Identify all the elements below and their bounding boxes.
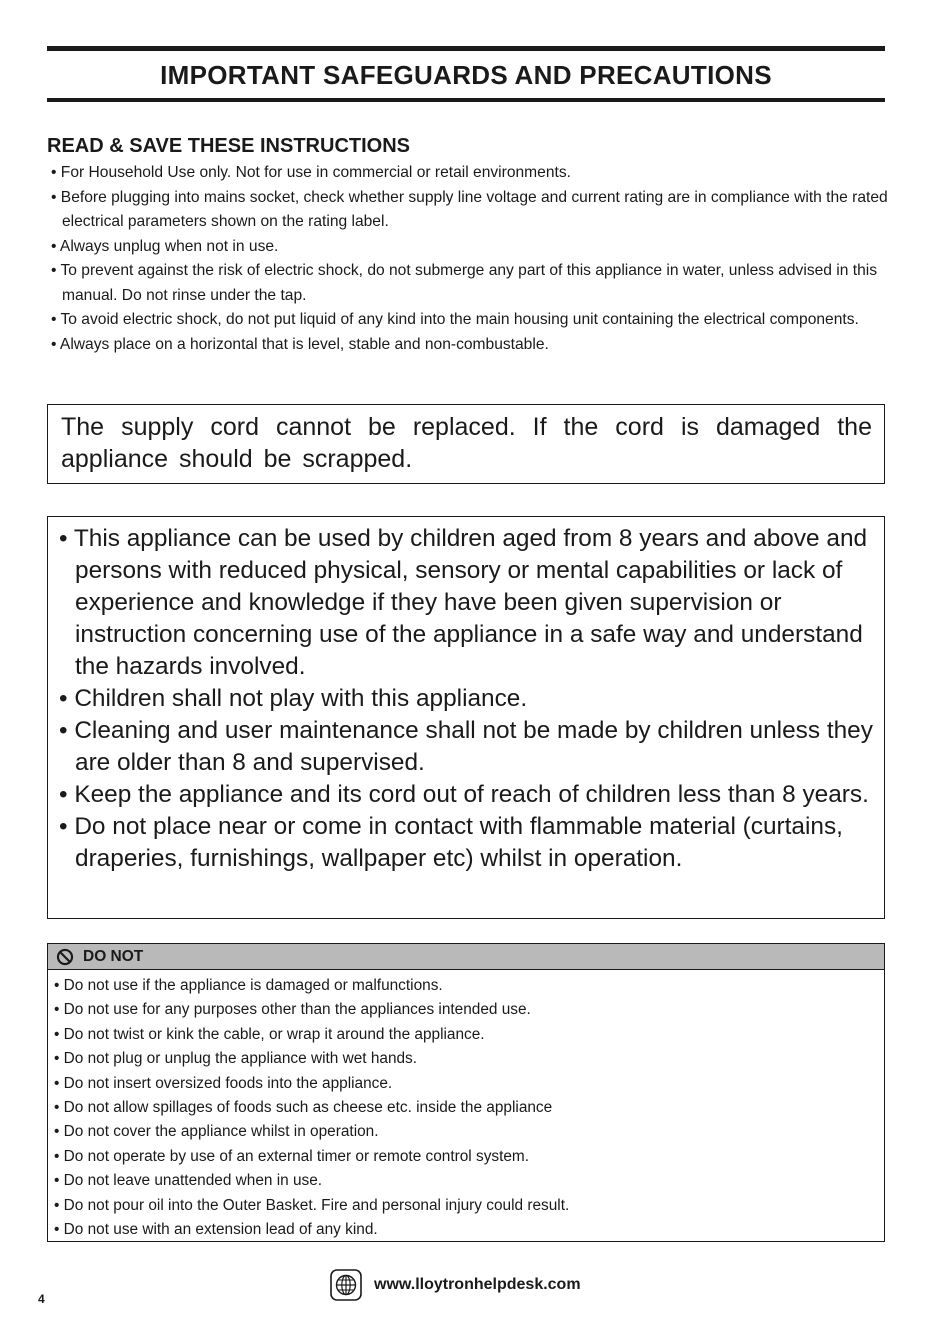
list-item: • Do not place near or come in contact with flammable material (curtains, draperies, furnishings, wallpaper etc) whilst in operation. — [59, 813, 843, 872]
list-item: • Keep the appliance and its cord out of reach of children less than 8 years. — [59, 781, 869, 808]
list-item: • Do not insert oversized foods into the appliance. — [54, 1074, 393, 1092]
helpdesk-url[interactable]: www.lloytronhelpdesk.com — [374, 1276, 581, 1293]
list-item: • Do not operate by use of an external timer or remote control system. — [54, 1147, 530, 1165]
list-item: • To avoid electric shock, do not put liquid of any kind into the main housing unit containing the electrical components. — [51, 311, 859, 328]
title-rule — [47, 98, 885, 102]
globe-icon — [330, 1269, 362, 1301]
list-item: • Do not use if the appliance is damaged or malfunctions. — [54, 977, 443, 994]
list-item: • To prevent against the risk of electric shock, do not submerge any part of this appliance in water, unless advised in this manual. Do not rinse under the tap. — [51, 262, 878, 304]
prohibition-icon — [56, 948, 74, 966]
list-item: • Do not plug or unplug the appliance with wet hands. — [54, 1050, 418, 1068]
list-item: • Children shall not play with this appliance. — [59, 685, 528, 712]
list-item: • Do not twist or kink the cable, or wrap it around the appliance. — [54, 1025, 485, 1043]
read-instructions-list — [47, 161, 892, 357]
top-rule — [47, 46, 885, 51]
list-item: • Cleaning and user maintenance shall not be made by children unless they are older than 8 and supervised. — [59, 717, 873, 776]
list-item: • Always unplug when not in use. — [51, 237, 279, 255]
list-item: • Do not use for any purposes other than the appliances intended use. — [54, 1001, 531, 1019]
list-item: • Do not pour oil into the Outer Basket. Fire and personal injury could result. — [54, 1196, 570, 1214]
do-not-box — [47, 943, 885, 1242]
read-save-heading: READ & SAVE THESE INSTRUCTIONS — [47, 135, 410, 157]
do-not-list — [54, 974, 884, 1242]
children-warning-list — [58, 523, 878, 875]
list-item: • Before plugging into mains socket, check whether supply line voltage and current rating are in compliance with the rated electrical parameters shown on the rating label. — [51, 188, 888, 230]
do-not-heading: DO NOT — [83, 947, 144, 965]
list-item: • Always place on a horizontal that is level, stable and non-combustable. — [51, 335, 549, 353]
page-number: 4 — [38, 1292, 45, 1306]
list-item: • Do not use with an extension lead of any kind. — [54, 1221, 378, 1239]
supply-cord-notice: The supply cord cannot be replaced. If the cord is damaged the appliance should be scrapped. — [61, 413, 872, 473]
footer — [330, 1269, 581, 1301]
page-title: IMPORTANT SAFEGUARDS AND PRECAUTIONS — [160, 60, 772, 90]
list-item: • This appliance can be used by children aged from 8 years and above and persons with reduced physical, sensory or mental capabilities or lack of experience and knowledge if they have been given supervision or instruction concerning use of the appliance in a safe way and understand the hazards involved. — [59, 525, 868, 680]
list-item: • Do not leave unattended when in use. — [54, 1172, 323, 1190]
children-warning-box — [47, 516, 885, 919]
do-not-header — [48, 944, 884, 970]
list-item: • For Household Use only. Not for use in commercial or retail environments. — [51, 164, 571, 181]
list-item: • Do not cover the appliance whilst in operation. — [54, 1123, 379, 1141]
supply-cord-notice-box — [47, 404, 885, 484]
list-item: • Do not allow spillages of foods such as cheese etc. inside the appliance — [54, 1099, 553, 1117]
